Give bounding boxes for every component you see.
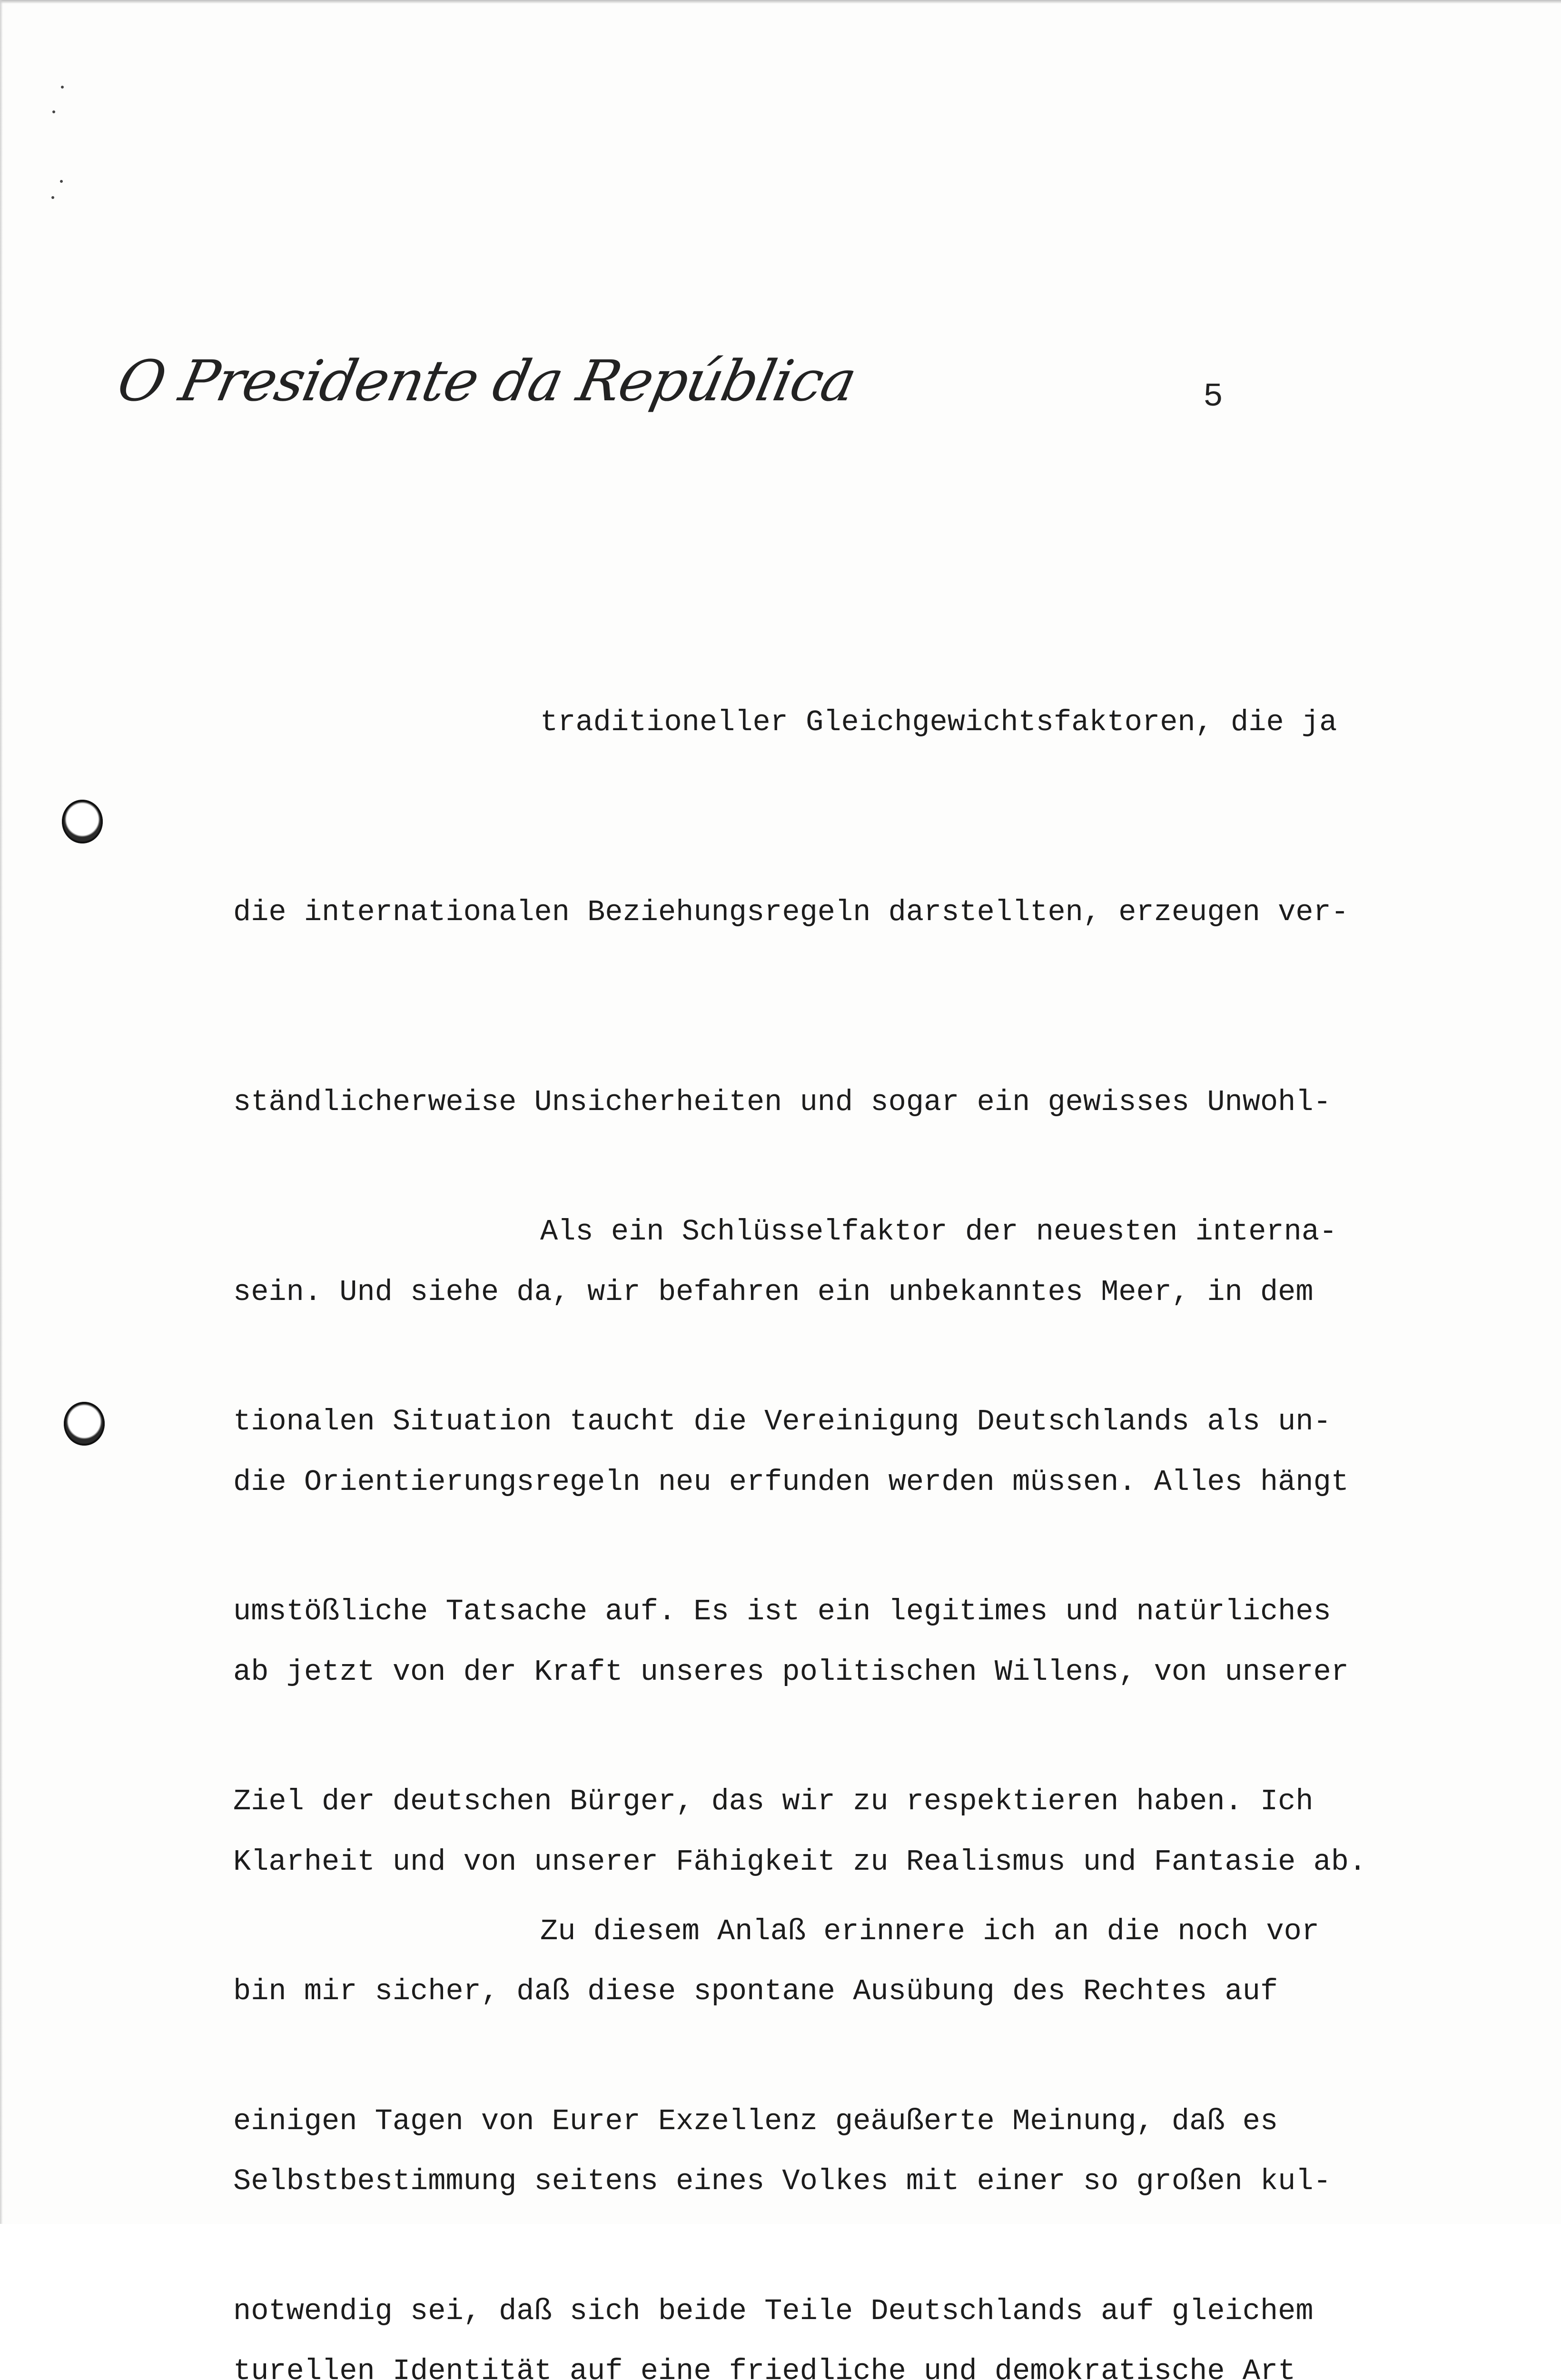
text-line: ständlicherweise Unsicherheiten und sogar ein gewisses Unwohl-: [233, 1085, 1331, 1119]
text-line: notwendig sei, daß sich beide Teile Deutschlands auf gleichem: [233, 2294, 1314, 2328]
punch-hole: [62, 800, 103, 843]
scan-top-edge: [0, 0, 1561, 4]
text-line: Klarheit und von unserer Fähigkeit zu Realismus und Fantasie ab.: [233, 1845, 1367, 1879]
text-line: bin mir sicher, daß diese spontane Ausübung des Rechtes auf: [233, 1974, 1278, 2008]
paragraph-3: [233, 1773, 1490, 2380]
text-line: einigen Tagen von Eurer Exzellenz geäußerte Meinung, daß es: [233, 2104, 1278, 2138]
text-line: Selbstbestimmung seitens eines Volkes mit einer so großen kul-: [233, 2164, 1331, 2198]
scan-left-edge: [0, 0, 3, 2224]
scan-speck: [61, 86, 64, 89]
text-line: sein. Und siehe da, wir befahren ein unbekanntes Meer, in dem: [233, 1275, 1314, 1309]
punch-hole: [64, 1402, 105, 1446]
text-line: turellen Identität auf eine friedliche und demokratische Art: [233, 2354, 1296, 2380]
page-number: 5: [1203, 378, 1224, 416]
text-line: ab jetzt von der Kraft unseres politischen Willens, von unserer: [233, 1655, 1349, 1689]
scan-speck: [51, 196, 54, 199]
text-line: umstößliche Tatsache auf. Es ist ein legitimes und natürliches: [233, 1595, 1331, 1628]
scan-speck: [52, 110, 55, 113]
text-line: die Orientierungsregeln neu erfunden werden müssen. Alles hängt: [233, 1465, 1349, 1499]
text-line: tionalen Situation taucht die Vereinigung Deutschlands als un-: [233, 1405, 1331, 1438]
text-line: Als ein Schlüsselfaktor der neuesten interna-: [540, 1215, 1337, 1249]
text-line: Zu diesem Anlaß erinnere ich an die noch vor: [540, 1914, 1320, 1948]
text-line: traditioneller Gleichgewichtsfaktoren, die ja: [540, 705, 1337, 739]
text-line: die internationalen Beziehungsregeln darstellten, erzeugen ver-: [233, 895, 1349, 929]
text-line: Ziel der deutschen Bürger, das wir zu respektieren haben. Ich: [233, 1785, 1314, 1818]
letterhead: O Presidente da República: [112, 348, 862, 414]
scan-speck: [60, 180, 63, 183]
